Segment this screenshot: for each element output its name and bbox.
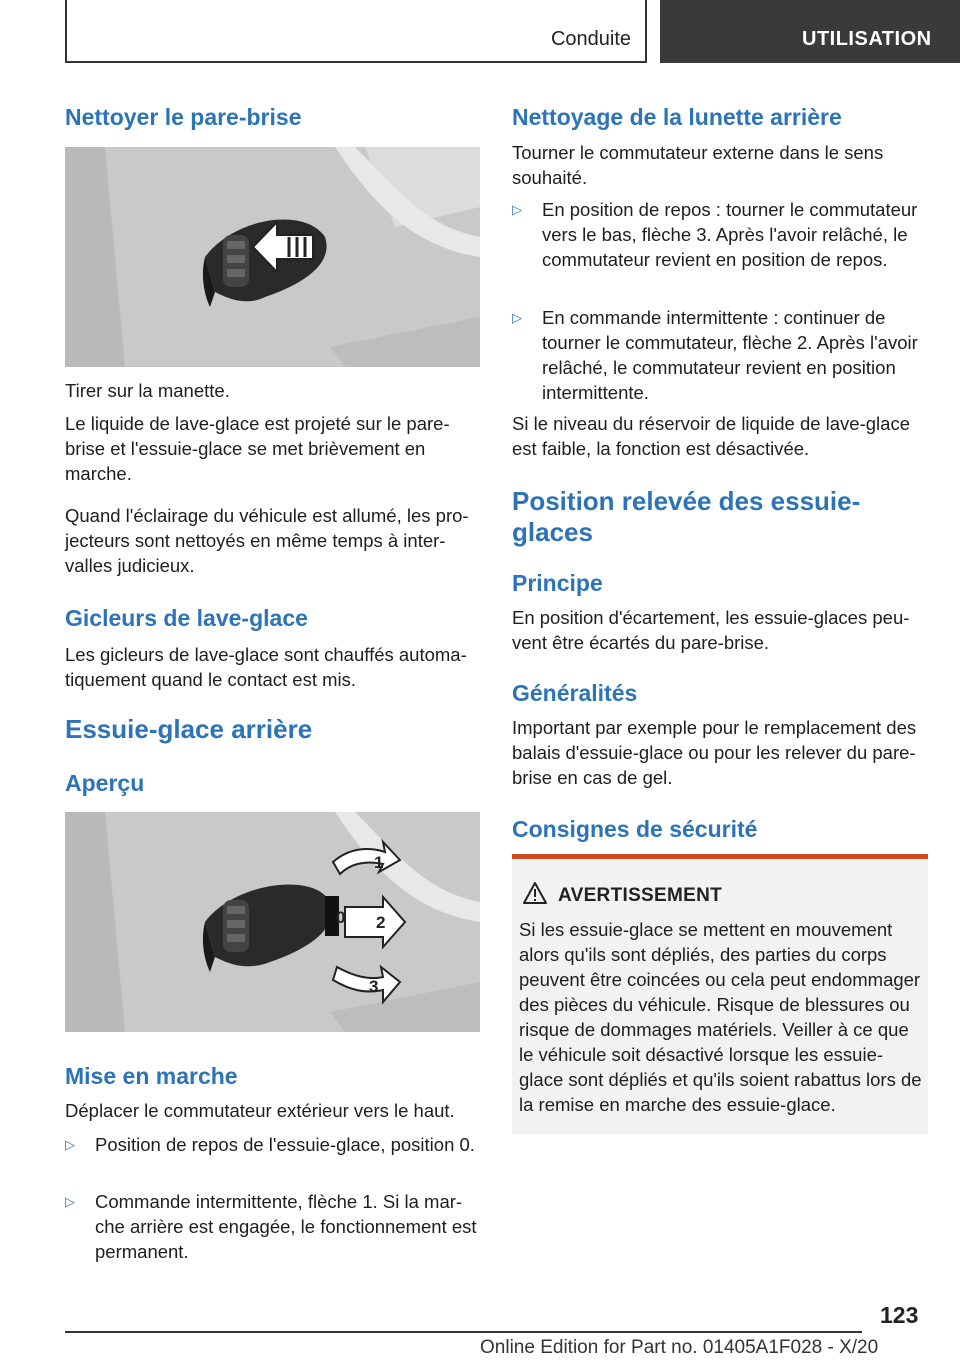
rear-wiper-positions-illustration (65, 812, 480, 1032)
label-3: 3 (369, 977, 379, 996)
text-tirer-manette: Tirer sur la manette. (65, 380, 230, 401)
header-chapter-title: UTILISATION (802, 28, 932, 50)
warning-text: Si les essuie-glace se mettent en mouvement alors qu'ils sont dépliés, des parties du corps peuvent être coincées ou cela peut endommager des pièces du véhicule. Risque de blessures ou risque de dommages matériels. Veiller à ce que le véhicule soit désactivé lorsque les essuie-glace sont dépliés et qu'ils soient rabattus lors de la remise en marche des essuie-glace. (519, 919, 922, 1115)
list-item (512, 305, 928, 405)
bullet-triangle-icon: ▷ (512, 202, 522, 217)
label-2: 2 (376, 913, 386, 932)
heading-consignes-securite: Consignes de sécurité (512, 816, 758, 842)
footer-divider (65, 1331, 862, 1333)
text-principe: En position d'écartement, les essuie-glaces peuvent être écartés du pare-brise. (512, 607, 910, 653)
text-generalites: Important par exemple pour le remplacement des balais d'essuie-glace ou pour les relever du pare-brise en cas de gel. (512, 717, 917, 788)
lever-pull-illustration (65, 147, 480, 367)
page-number: 123 (880, 1302, 919, 1328)
warning-box (512, 854, 928, 1134)
text-tourner-commutateur: Tourner le commutateur externe dans le sens souhaité. (512, 142, 884, 188)
list-item-text: Position de repos de l'essuie-glace, position 0. (95, 1134, 475, 1155)
warning-title: AVERTISSEMENT (558, 885, 723, 906)
list-item-text: Commande intermittente, flèche 1. Si la marche arrière est engagée, le fonctionnement est permanent. (95, 1191, 477, 1262)
text-gicleurs-chauffes: Les gicleurs de lave-glace sont chauffés automatiquement quand le contact est mis. (65, 644, 467, 690)
list-item (65, 1189, 480, 1264)
heading-nettoyage-lunette: Nettoyage de la lunette arrière (512, 104, 842, 130)
label-1: 1 (374, 853, 384, 872)
figure-rear-wiper-switch (65, 812, 480, 1032)
list-item (512, 197, 928, 297)
text-liquide-lave-glace: Le liquide de lave-glace est projeté sur le pare-brise et l'essuie-glace se met brièvement en marche. (65, 413, 450, 484)
heading-mise-en-marche: Mise en marche (65, 1063, 238, 1089)
heading-apercu: Aperçu (65, 770, 145, 796)
figure-windshield-lever (65, 147, 480, 367)
text-eclairage-projecteurs: Quand l'éclairage du véhicule est allumé, les projecteurs sont nettoyés en même temps à intervalles judicieux. (65, 505, 469, 576)
label-0: 0 (336, 908, 346, 927)
text-niveau-reservoir: Si le niveau du réservoir de liquide de lave-glace est faible, la fonction est désactivée. (512, 413, 910, 459)
bullet-triangle-icon: ▷ (65, 1194, 75, 1209)
header-section-box (65, 0, 647, 63)
header-section-title: Conduite (550, 28, 631, 50)
list-item-text: En commande intermittente : continuer de tourner le commutateur, flèche 2. Après l'avoir relâché, le commutateur revient en position intermittente. (542, 307, 918, 403)
heading-position-relevee: Position relevée des essuie-glaces (512, 486, 861, 547)
text-deplacer-commutateur: Déplacer le commutateur extérieur vers le haut. (65, 1100, 455, 1121)
heading-generalites: Généralités (512, 680, 638, 706)
heading-gicleurs: Gicleurs de lave-glace (65, 605, 308, 631)
heading-essuie-glace-arriere: Essuie-glace arrière (65, 714, 313, 744)
list-item (65, 1132, 480, 1182)
list-item-text: En position de repos : tourner le commutateur vers le bas, flèche 3. Après l'avoir relâché, le commutateur revient en position de repos. (542, 199, 918, 270)
heading-nettoyer-pare-brise: Nettoyer le pare-brise (65, 104, 302, 130)
bullet-triangle-icon: ▷ (512, 310, 522, 325)
footer-edition: Online Edition for Part no. 01405A1F028 - X/20 (480, 1337, 879, 1358)
bullet-triangle-icon: ▷ (65, 1137, 75, 1152)
header-chapter-box (660, 0, 960, 63)
heading-principe: Principe (512, 570, 603, 596)
warning-triangle-icon (522, 881, 548, 905)
